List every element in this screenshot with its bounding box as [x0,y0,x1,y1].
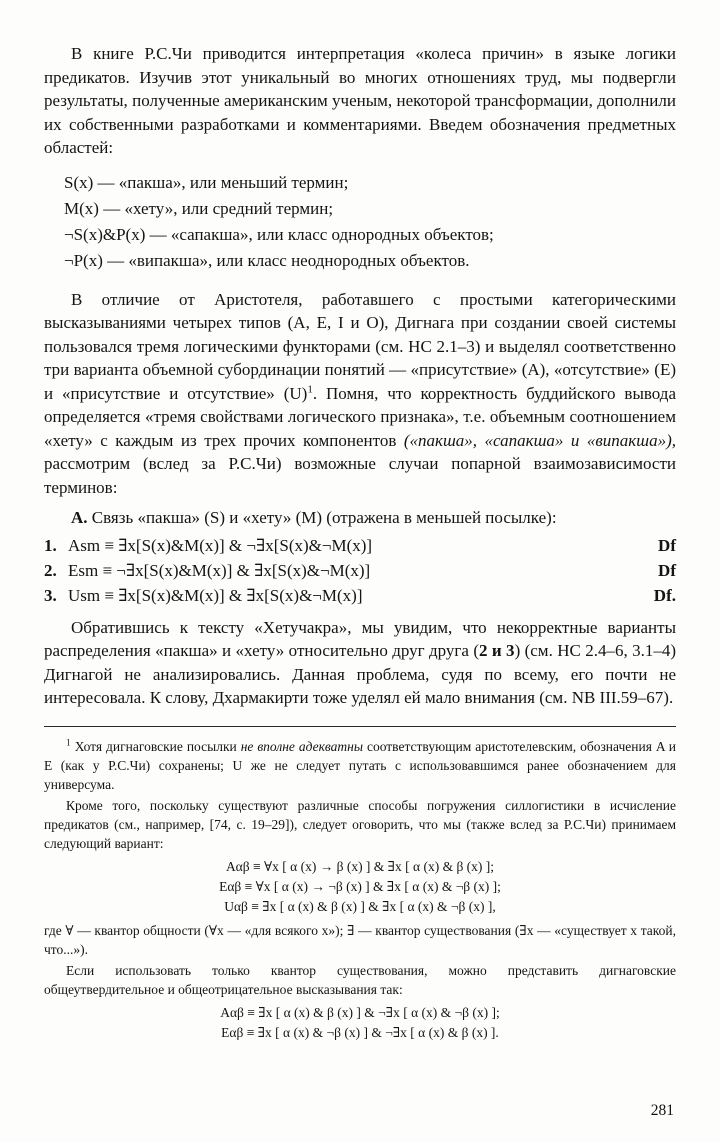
formula-row-usm [44,583,676,608]
case-a-label: А. [71,508,88,527]
paragraph-text: рассмотрим (вслед за Р.С.Чи) возможные случаи попарной взаимозависимости терминов: [44,454,676,497]
footnote-italic-phrase: не вполне адекватны [240,738,364,754]
footnote-formula-u: Uαβ ≡ ∃x [ α (x) & β (x) ] & ∃x [ α (x) & ¬β (x) ], [224,898,496,914]
formula-body: Usm ≡ ∃x[S(x)&M(x)] & ∃x[S(x)&¬M(x)] [68,585,363,605]
footnote-formula-a2: Aαβ ≡ ∃x [ α (x) & β (x) ] & ¬∃x [ α (x) & ¬β (x) ]; [220,1004,500,1020]
italic-terms: («пакша», «сапакша» и «випакша»), [403,430,676,450]
footnote-quantifier-note: где ∀ — квантор общности (∀x — «для всякого x»); ∃ — квантор существования (∃x — «существует x такой, что...»). [44,922,676,957]
footnote-text: соответствующим аристотелевским, обозначения A и E (как у Р.С.Чи) сохранены; U же не следует путать с использовавшимся ранее обозначением для универсума. [44,738,677,792]
footnote-1-marker: 1 [66,738,71,748]
paragraph-text: Связь «пакша» (S) и «хету» (M) (отражена в меньшей посылке): [87,508,557,527]
formula-df-label: Df. [653,585,676,605]
footnote-formula-e: Eαβ ≡ ∀x [ α (x) → ¬β (x) ] & ∃x [ α (x) & ¬β (x) ]; [219,878,501,894]
footnote-2: Кроме того, поскольку существуют различные способы погружения силлогистики в исчисление предикатов (см., например, [74, с. 19–29]), следует оговорить, что мы (также вслед за Р.С.Чи) принимаем следующий вариант: [44,797,676,851]
footnote-formula-block-1 [44,857,676,917]
footnote-3: Если использовать только квантор существования, можно представить дигнаговские общеутвердительное и общеотрицательное высказывания так: [44,962,676,997]
paragraph-case-a [44,506,676,530]
footnote-formula-e2: Eαβ ≡ ∃x [ α (x) & ¬β (x) ] & ¬∃x [ α (x) & β (x) ]. [221,1024,499,1040]
paragraph-text: ) (см. HC 2.4–6, 3.1–4) Дигнагой не анализировались. Данная проблема, судя по всему, его почти не интересовала. К слову, Дхармакирти тоже уделял ей мало внимания (см. NB III.59–67). [44,641,676,707]
paragraph-text: . Помня, что корректность буддийского вывода определяется «тремя свойствами логического признака», т.е. объемным соотношением «хету» с каждым из трех прочих компонентов [44,383,676,450]
definition-vipaksha: ¬P(x) — «випакша», или класс неоднородных объектов. [64,250,470,270]
definition-list [64,170,676,274]
footnote-text: Хотя дигнаговские посылки [70,738,241,754]
footnote-reference-marker: 1 [307,382,313,395]
formula-df-label: Df [658,560,676,580]
page-number: 281 [650,1102,674,1119]
paragraph-text: Обратившись к тексту «Хетучакра», мы увидим, что некорректные варианты распределения «пакша» и «хету» относительно друг друга ( [44,617,676,660]
definition-hetu: M(x) — «хету», или средний термин; [64,198,334,218]
paragraph-text: В отличие от Аристотеля, работавшего с простыми категорическими высказываниями четырех типов (A, E, I и O), Дигнага при создании своей системы пользовался тремя логическими функторами (см. HC 2.1–3) и выделял соответственно три варианта объемной субординации понятий — «присутствие» (A), «отсутствие» (E) и «присутствие и отсутствие» (U) [44,289,676,403]
bold-case-numbers: 2 и 3 [479,641,515,660]
footnote-formula-a: Aαβ ≡ ∀x [ α (x) → β (x) ] & ∃x [ α (x) & β (x) ]; [225,858,495,874]
paragraph-intro: В книге Р.С.Чи приводится интерпретация «колеса причин» в языке логики предикатов. Изучив этот уникальный во многих отношениях труд, мы подвергли результаты, полученные американским ученым, некоторой трансформации, дополнили их собственными разработками и комментариями. Введем обозначения предметных областей: [44,44,676,157]
formula-body: Asm ≡ ∃x[S(x)&M(x)] & ¬∃x[S(x)&¬M(x)] [68,535,373,555]
paragraph-conclusion [44,616,676,710]
footnote-section [44,737,676,1043]
formula-body: Esm ≡ ¬∃x[S(x)&M(x)] & ∃x[S(x)&¬M(x)] [68,560,371,580]
formula-list [44,533,676,608]
formula-df-label: Df [658,535,676,555]
footnote-1 [44,737,676,794]
formula-row-esm [44,558,676,583]
paragraph-dignaga [44,288,676,500]
formula-number: 3. [44,585,57,605]
formula-row-asm [44,533,676,558]
formula-number: 2. [44,560,57,580]
definition-sapaksha: ¬S(x)&P(x) — «сапакша», или класс однородных объектов; [64,224,494,244]
definition-paksha: S(x) — «пакша», или меньший термин; [64,172,349,192]
footnote-separator-rule [44,726,676,727]
footnote-formula-block-2 [44,1003,676,1043]
formula-number: 1. [44,535,57,555]
